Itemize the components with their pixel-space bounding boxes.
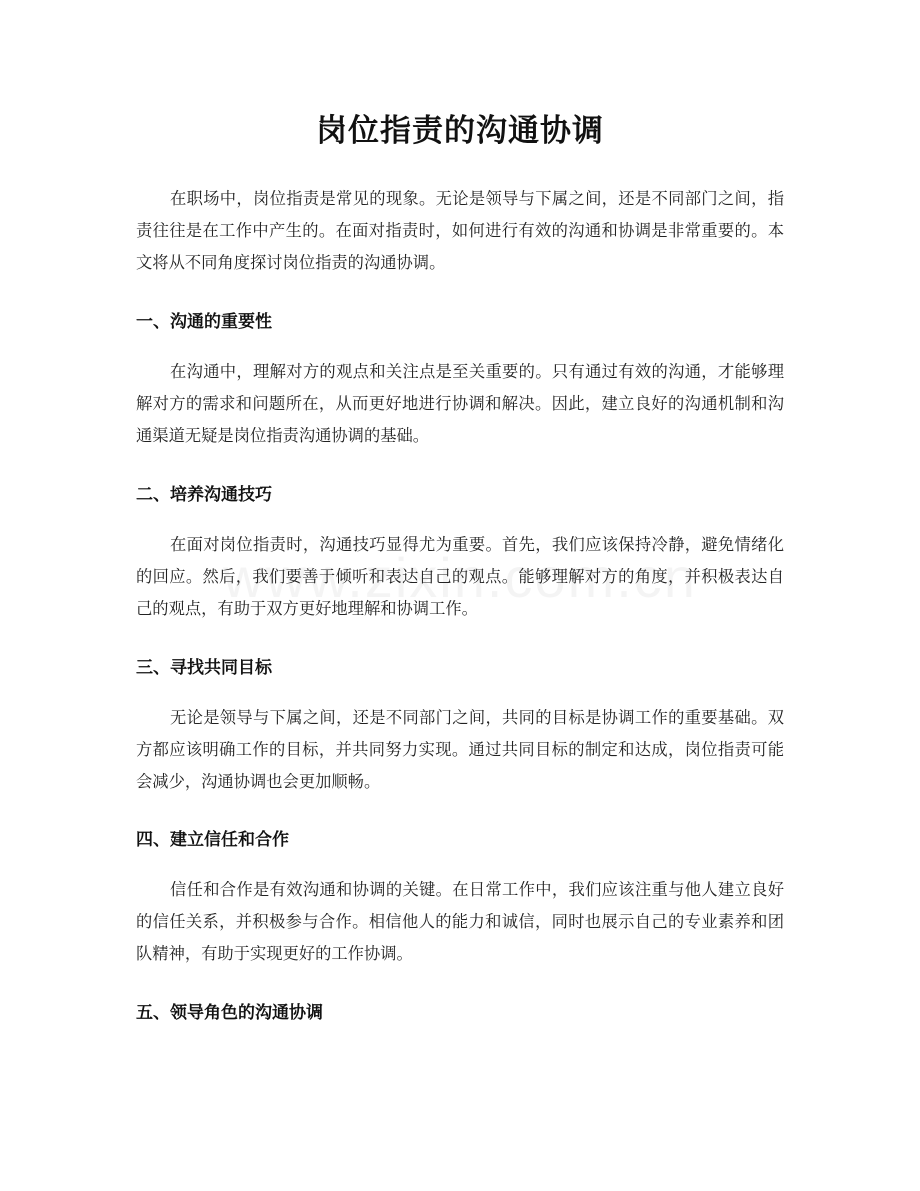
section-body-1: 在沟通中，理解对方的观点和关注点是至关重要的。只有通过有效的沟通，才能够理解对方的需求和问题所在，从而更好地进行协调和解决。因此，建立良好的沟通机制和沟通渠道无疑是岗位指责沟通协调的基础。 <box>136 362 784 445</box>
document-title: 岗位指责的沟通协调 <box>316 113 604 149</box>
section-heading-4: 四、建立信任和合作 <box>136 830 289 850</box>
section-body-2: 在面对岗位指责时，沟通技巧显得尤为重要。首先，我们应该保持冷静，避免情绪化的回应。然后，我们要善于倾听和表达自己的观点。能够理解对方的角度，并积极表达自己的观点，有助于双方更好地理解和协调工作。 <box>136 535 784 618</box>
section-heading-3: 三、寻找共同目标 <box>136 658 272 678</box>
section-heading-2: 二、培养沟通技巧 <box>136 485 272 505</box>
section-heading-1: 一、沟通的重要性 <box>136 312 272 332</box>
section-body-3: 无论是领导与下属之间，还是不同部门之间，共同的目标是协调工作的重要基础。双方都应该明确工作的目标，并共同努力实现。通过共同目标的制定和达成，岗位指责可能会减少，沟通协调也会更加顺畅。 <box>136 708 784 791</box>
section-body-4: 信任和合作是有效沟通和协调的关键。在日常工作中，我们应该注重与他人建立良好的信任关系，并积极参与合作。相信他人的能力和诚信，同时也展示自己的专业素养和团队精神，有助于实现更好的工作协调。 <box>136 880 784 963</box>
section-heading-5: 五、领导角色的沟通协调 <box>136 1003 323 1023</box>
intro-paragraph: 在职场中，岗位指责是常见的现象。无论是领导与下属之间，还是不同部门之间，指责往往是在工作中产生的。在面对指责时，如何进行有效的沟通和协调是非常重要的。本文将从不同角度探讨岗位指责的沟通协调。 <box>136 189 784 272</box>
